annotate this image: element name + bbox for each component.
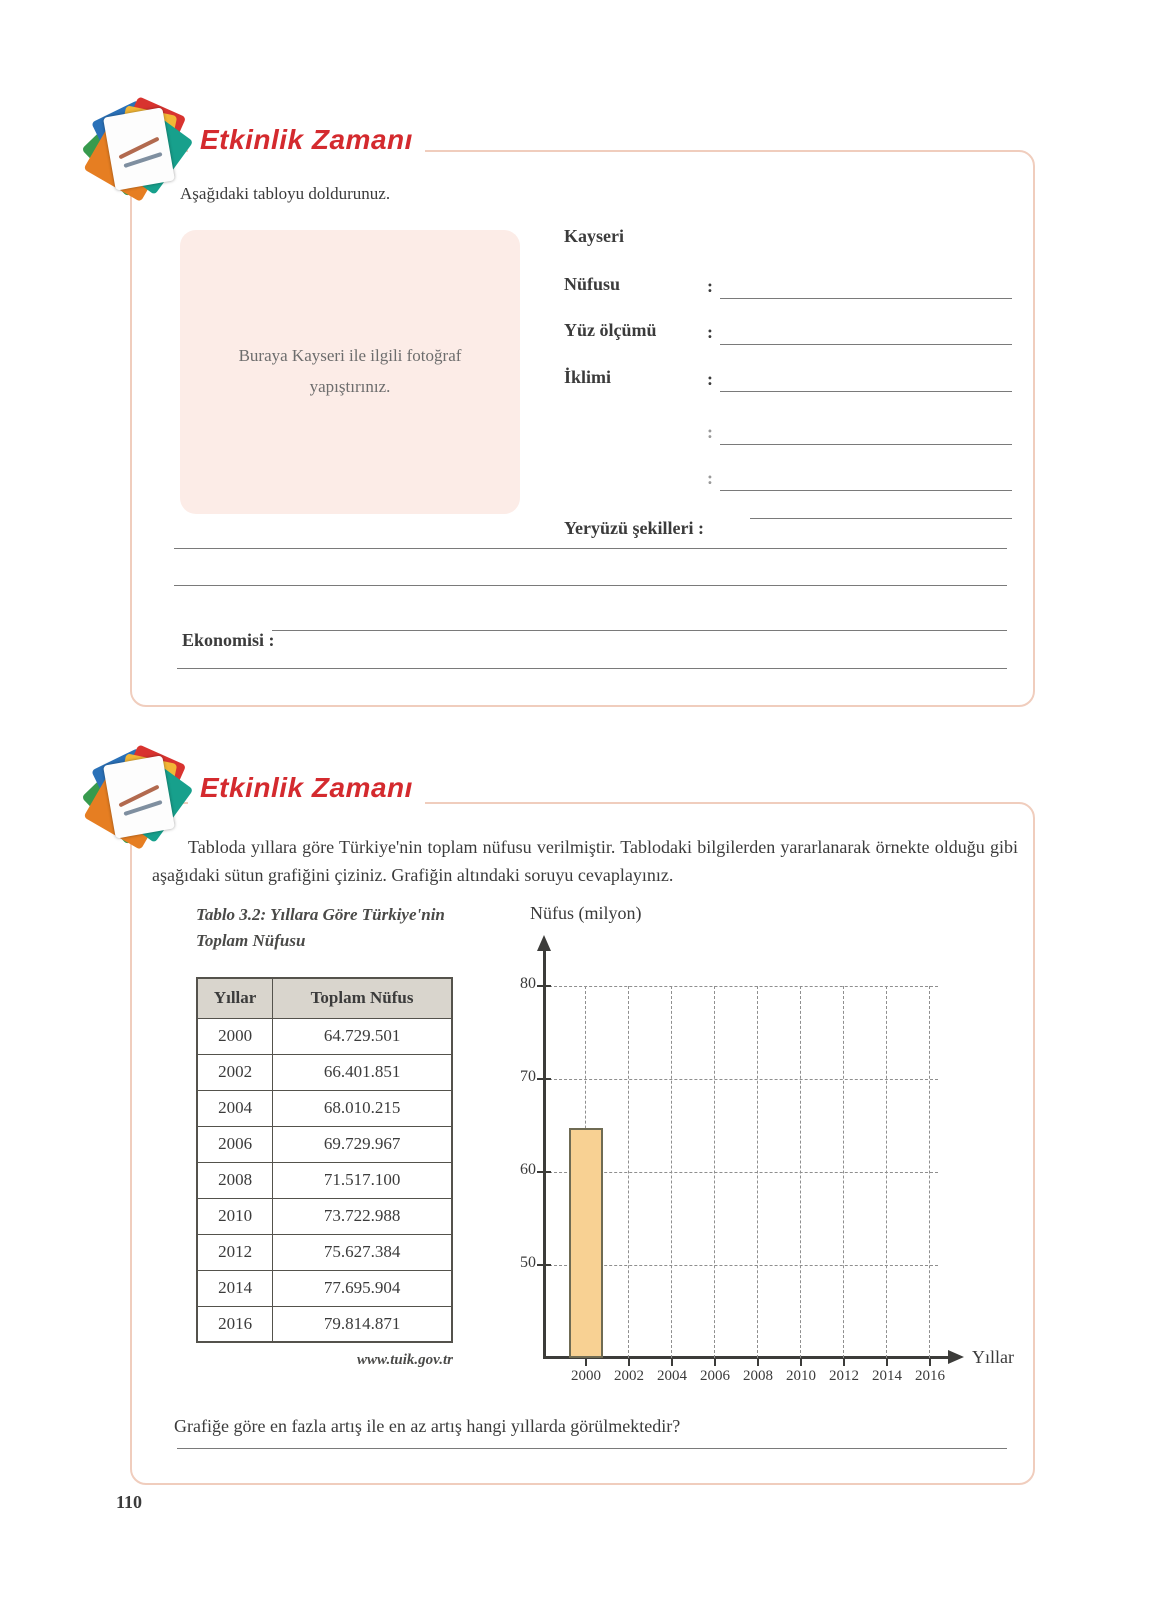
field-underline — [720, 298, 1012, 299]
blank-write-line — [174, 548, 1007, 549]
grid-line-vertical — [929, 986, 930, 1358]
year-cell: 2012 — [197, 1234, 273, 1270]
field-underline — [720, 444, 1012, 445]
year-cell: 2004 — [197, 1090, 273, 1126]
population-cell: 69.729.967 — [273, 1126, 452, 1162]
activity1-card — [130, 150, 1035, 707]
population-cell: 66.401.851 — [273, 1054, 452, 1090]
city-heading: Kayseri — [564, 226, 624, 246]
x-axis-tickmark — [585, 1359, 587, 1366]
year-cell: 2006 — [197, 1126, 273, 1162]
x-axis-tick-label: 2008 — [743, 1368, 773, 1384]
x-axis-tickmark — [800, 1359, 802, 1366]
field-label: Nüfusu — [564, 274, 621, 294]
table-header-years: Yıllar — [197, 978, 273, 1018]
grid-line-horizontal — [544, 1079, 938, 1080]
y-axis-tick-label: 50 — [520, 1254, 536, 1271]
population-cell: 73.722.988 — [273, 1198, 452, 1234]
field-underline — [720, 344, 1012, 345]
activity-papers-icon — [93, 100, 189, 202]
year-cell: 2008 — [197, 1162, 273, 1198]
table-header-population: Toplam Nüfus — [273, 978, 452, 1018]
photo-placeholder-text: Buraya Kayseri ile ilgili fotoğraf yapıştırınız. — [238, 346, 462, 396]
x-axis-tick-label: 2012 — [829, 1368, 859, 1384]
x-axis-tick-label: 2016 — [915, 1368, 945, 1384]
y-axis-arrow-icon — [537, 935, 551, 951]
x-axis-line — [543, 1356, 949, 1359]
field-colon: : — [707, 369, 713, 389]
economy-label: Ekonomisi : — [182, 630, 275, 650]
grid-line-horizontal — [544, 986, 938, 987]
chart-question: Grafiğe göre en fazla artış ile en az artış hangi yıllarda görülmektedir? — [174, 1416, 681, 1436]
x-axis-tickmark — [886, 1359, 888, 1366]
field-colon: : — [707, 276, 713, 296]
x-axis-tickmark — [757, 1359, 759, 1366]
x-axis-tickmark — [628, 1359, 630, 1366]
x-axis-tickmark — [843, 1359, 845, 1366]
blank-write-line — [174, 585, 1007, 586]
y-axis-caption: Nüfus (milyon) — [530, 903, 642, 923]
x-axis-caption: Yıllar — [972, 1347, 1014, 1367]
field-label: İklimi — [564, 367, 612, 387]
year-cell: 2014 — [197, 1270, 273, 1306]
activity1-instruction: Aşağıdaki tabloyu doldurunuz. — [180, 184, 391, 203]
y-axis-tick-label: 70 — [520, 1068, 536, 1085]
activity2-card — [130, 802, 1035, 1485]
photo-placeholder-box — [180, 230, 520, 514]
x-axis-tickmark — [929, 1359, 931, 1366]
field-underline — [720, 391, 1012, 392]
year-cell: 2016 — [197, 1306, 273, 1342]
activity2-instruction: Tabloda yıllara göre Türkiye'nin toplam nüfusu verilmiştir. Tablodaki bilgilerden yararlanarak örnekte olduğu gibi aşağıdaki sütun grafiğini çiziniz. Grafiğin altındaki soruyu cevaplayınız. — [152, 837, 1018, 885]
population-cell: 75.627.384 — [273, 1234, 452, 1270]
x-axis-tick-label: 2006 — [700, 1368, 730, 1384]
field-colon: : — [707, 422, 713, 442]
grid-line-vertical — [757, 986, 758, 1358]
blank-write-line — [177, 668, 1007, 669]
table-caption: Tablo 3.2: Yıllara Göre Türkiye'nin Toplam Nüfusu — [196, 905, 445, 951]
y-axis-line — [543, 950, 546, 1359]
population-cell: 68.010.215 — [273, 1090, 452, 1126]
y-axis-tick-label: 80 — [520, 975, 536, 992]
economy-underline — [272, 630, 1007, 631]
field-label: Yüz ölçümü — [564, 320, 657, 340]
y-axis-tickmark — [537, 985, 551, 987]
grid-line-vertical — [843, 986, 844, 1358]
field-colon: : — [707, 322, 713, 342]
x-axis-tick-label: 2002 — [614, 1368, 644, 1384]
field-underline — [720, 490, 1012, 491]
y-axis-tickmark — [537, 1078, 551, 1080]
page-number: 110 — [116, 1492, 143, 1512]
population-cell: 79.814.871 — [273, 1306, 452, 1342]
year-cell: 2000 — [197, 1018, 273, 1054]
year-cell: 2002 — [197, 1054, 273, 1090]
x-axis-tick-label: 2014 — [872, 1368, 902, 1384]
year-cell: 2010 — [197, 1198, 273, 1234]
population-cell: 64.729.501 — [273, 1018, 452, 1054]
y-axis-tick-label: 60 — [520, 1161, 536, 1178]
activity-papers-icon — [93, 748, 189, 850]
population-bar-chart — [132, 804, 1033, 1483]
population-cell: 71.517.100 — [273, 1162, 452, 1198]
surface-forms-underline — [750, 518, 1012, 519]
grid-line-horizontal — [544, 1265, 938, 1266]
y-axis-tickmark — [537, 1171, 551, 1173]
grid-line-horizontal — [544, 1172, 938, 1173]
activity2-title: Etkinlik Zamanı — [188, 772, 425, 804]
x-axis-tickmark — [714, 1359, 716, 1366]
grid-line-vertical — [628, 986, 629, 1358]
grid-line-vertical — [671, 986, 672, 1358]
population-cell: 77.695.904 — [273, 1270, 452, 1306]
field-colon: : — [707, 468, 713, 488]
grid-line-vertical — [714, 986, 715, 1358]
x-axis-arrow-icon — [948, 1350, 964, 1364]
surface-forms-label: Yeryüzü şekilleri : — [564, 518, 704, 538]
grid-line-vertical — [800, 986, 801, 1358]
x-axis-tick-label: 2004 — [657, 1368, 687, 1384]
x-axis-tick-label: 2010 — [786, 1368, 816, 1384]
x-axis-tickmark — [671, 1359, 673, 1366]
grid-line-vertical — [886, 986, 887, 1358]
x-axis-tick-label: 2000 — [571, 1368, 601, 1384]
activity1-title: Etkinlik Zamanı — [188, 124, 425, 156]
table-source-link: www.tuik.gov.tr — [357, 1352, 453, 1368]
example-population-bar — [569, 1128, 603, 1358]
answer-line — [177, 1448, 1007, 1449]
y-axis-tickmark — [537, 1264, 551, 1266]
